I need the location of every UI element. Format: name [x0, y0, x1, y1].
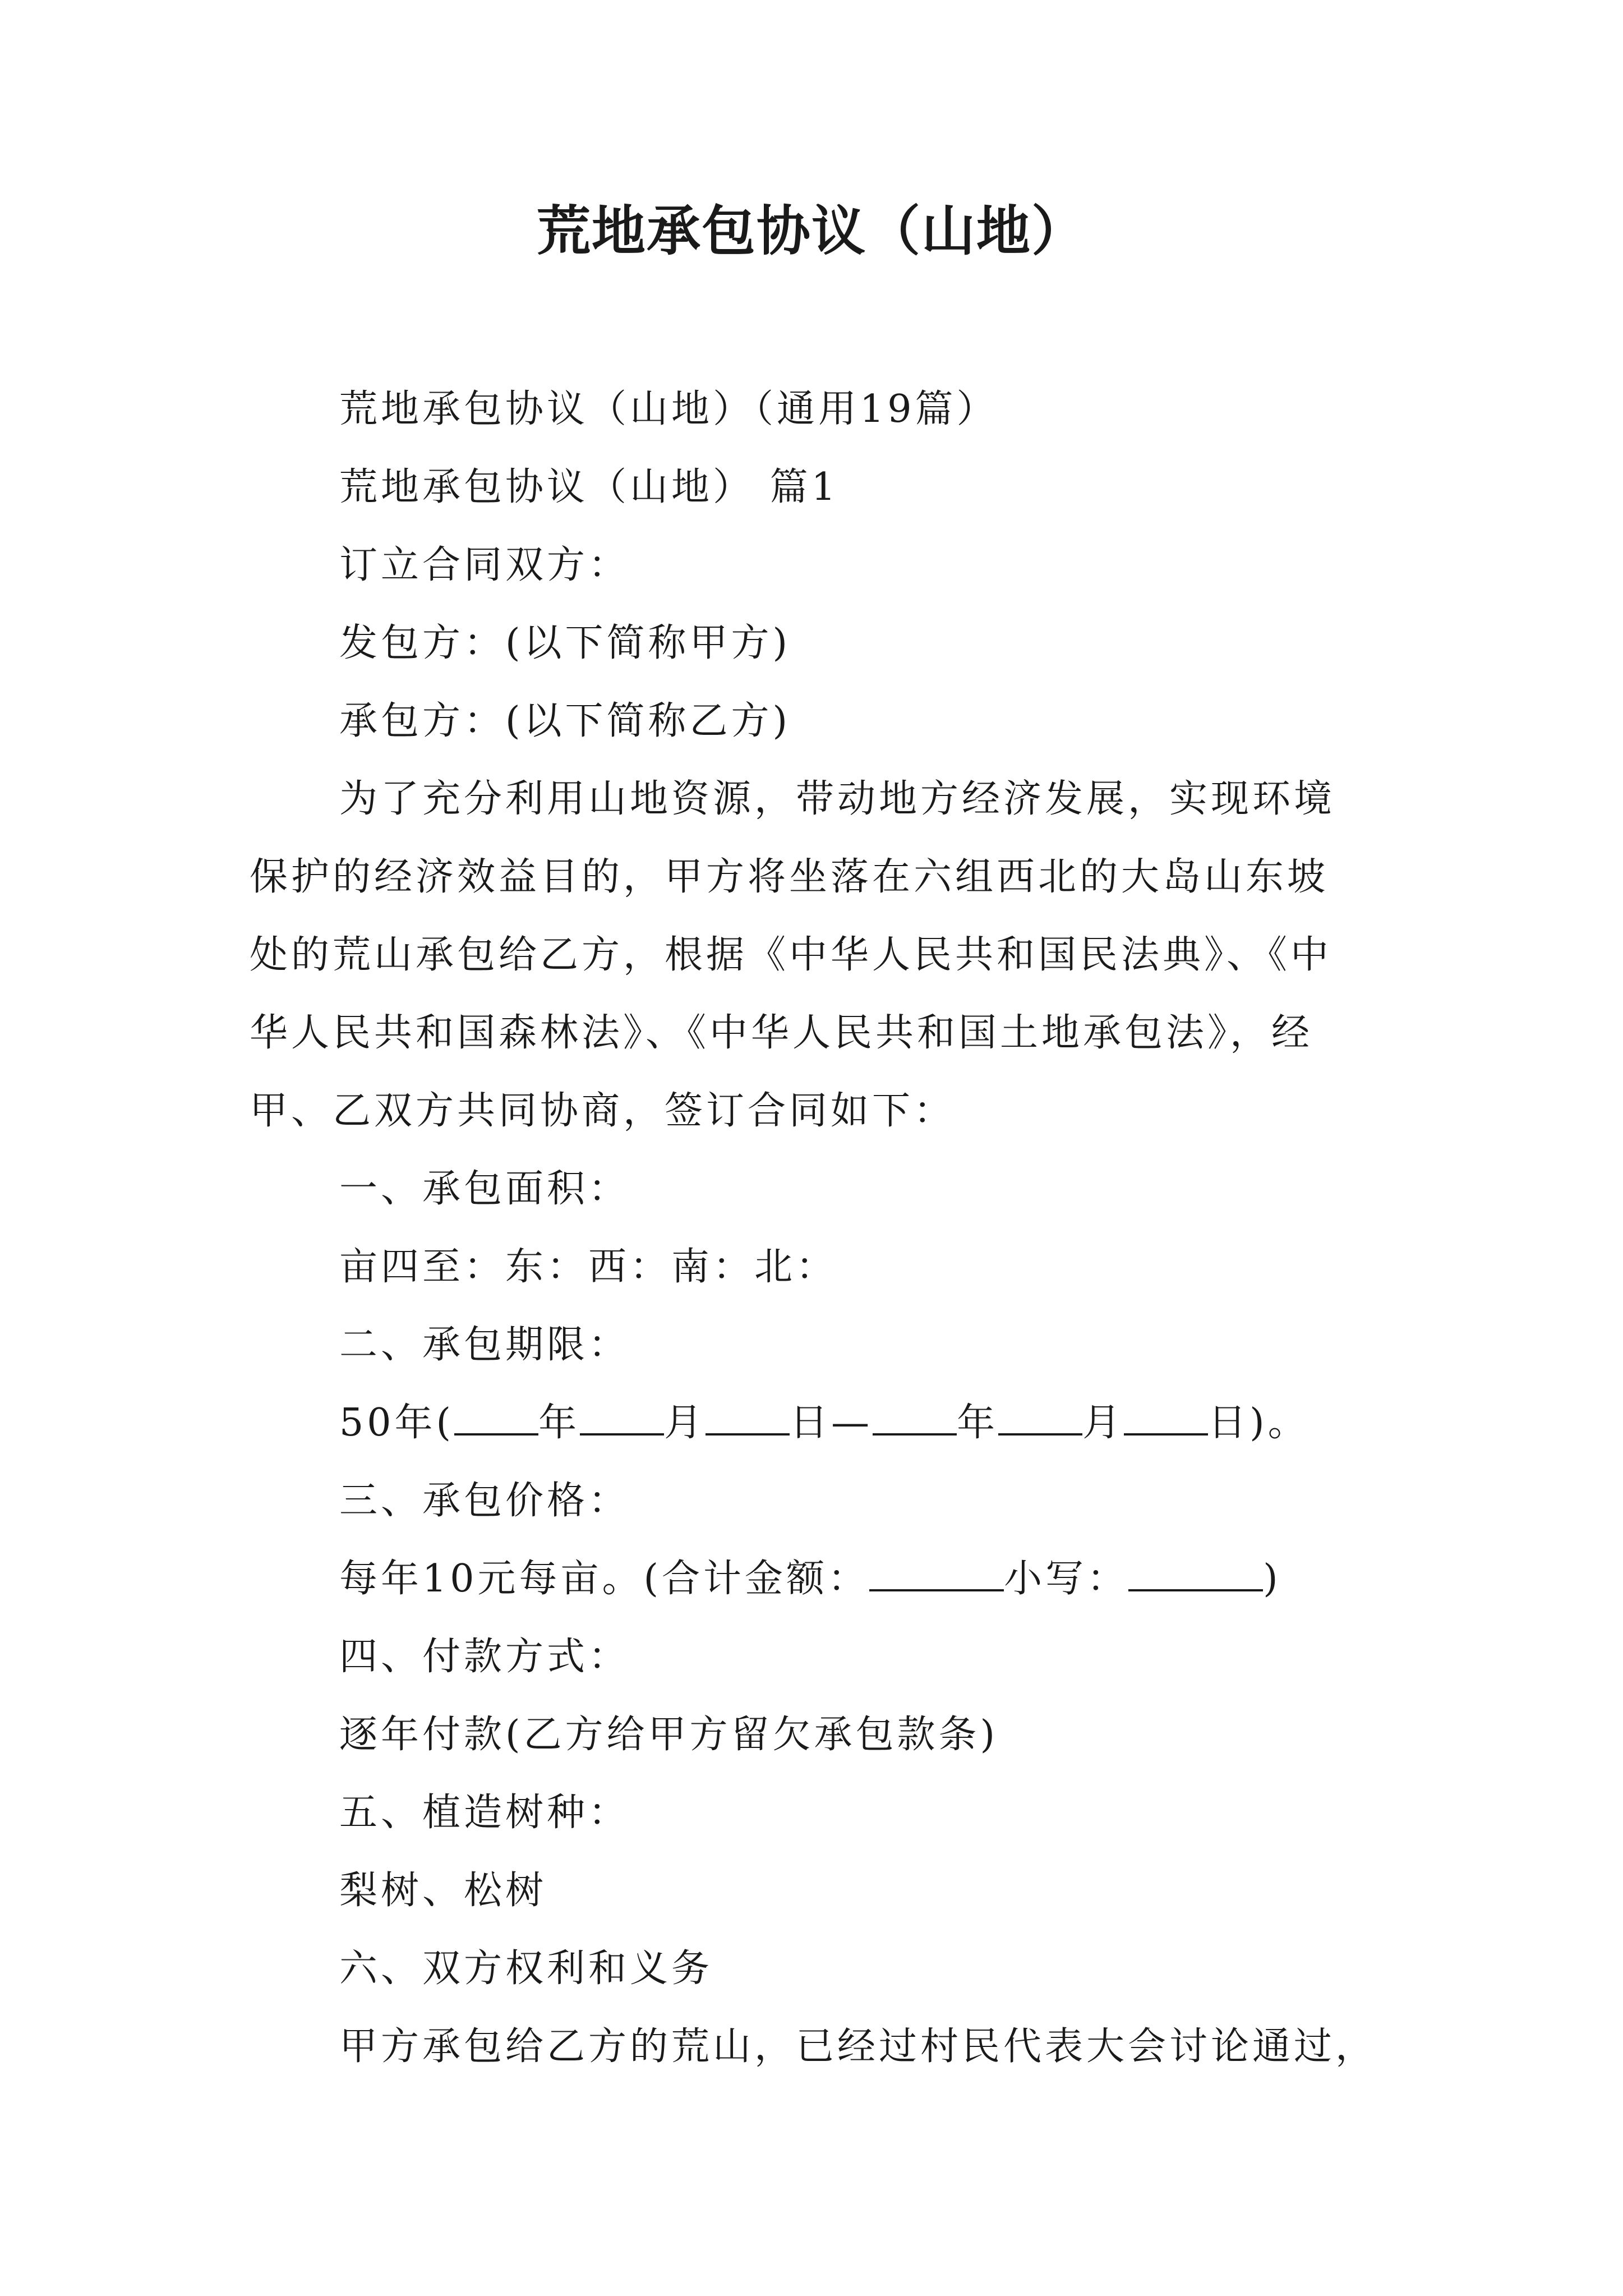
end-day-blank — [1124, 1400, 1208, 1435]
small-amount-blank — [1128, 1556, 1263, 1591]
total-amount-blank — [869, 1556, 1004, 1591]
price-prefix: 每年10元每亩。(合计金额： — [339, 1557, 870, 1601]
item4-text: 逐年付款(乙方给甲方留欠承包款条) — [339, 1713, 999, 1757]
small-label: 小写： — [1004, 1557, 1129, 1601]
party-a-line: 发包方：(以下简称甲方) — [339, 621, 791, 665]
document-body — [250, 370, 1388, 2086]
party-b-line: 承包方：(以下简称乙方) — [339, 699, 791, 743]
document-title: 荒地承包协议（山地） — [537, 200, 1086, 263]
item5-text: 梨树、松树 — [339, 1869, 547, 1913]
month-label: 月 — [664, 1401, 706, 1445]
preamble-line-1: 为了充分利用山地资源，带动地方经济发展，实现环境 — [339, 777, 1336, 821]
item3-heading: 三、承包价格： — [339, 1479, 630, 1523]
item6-text: 甲方承包给乙方的荒山，已经过村民代表大会讨论通过， — [339, 2024, 1377, 2069]
end-year-blank — [873, 1400, 957, 1435]
item2-heading: 二、承包期限： — [339, 1323, 630, 1367]
parties-heading: 订立合同双方： — [339, 543, 630, 587]
preamble-line-5: 甲、乙双方共同协商，签订合同如下： — [250, 1089, 956, 1133]
year2-label: 年 — [957, 1401, 999, 1445]
preamble-line-3: 处的荒山承包给乙方，根据《中华人民共和国民法典》、《中 — [250, 933, 1332, 977]
day-label: 日— — [790, 1401, 873, 1445]
item2-text — [250, 1384, 1388, 1462]
item5-heading: 五、植造树种： — [339, 1791, 630, 1835]
start-year-blank — [454, 1400, 538, 1435]
end-month-blank — [998, 1400, 1082, 1435]
item6-heading: 六、双方权利和义务 — [339, 1947, 713, 1991]
term-end: 日)。 — [1208, 1401, 1310, 1445]
month2-label: 月 — [1082, 1401, 1124, 1445]
preamble-line-2: 保护的经济效益目的，甲方将坐落在六组西北的大岛山东坡 — [250, 855, 1329, 899]
start-day-blank — [706, 1400, 790, 1435]
start-month-blank — [580, 1400, 664, 1435]
term-prefix: 50年( — [339, 1401, 455, 1445]
year-label: 年 — [538, 1401, 580, 1445]
item1-text: 亩四至：东：西：南：北： — [339, 1245, 838, 1289]
item3-text — [250, 1540, 1388, 1618]
subtitle-line: 荒地承包协议（山地）（通用19篇） — [339, 387, 998, 431]
price-end: ) — [1263, 1557, 1281, 1601]
item1-heading: 一、承包面积： — [339, 1167, 630, 1211]
preamble-line-4: 华人民共和国森林法》、《中华人民共和国土地承包法》，经 — [250, 1011, 1313, 1055]
item4-heading: 四、付款方式： — [339, 1635, 630, 1679]
section-heading: 荒地承包协议（山地） 篇1 — [339, 465, 839, 509]
